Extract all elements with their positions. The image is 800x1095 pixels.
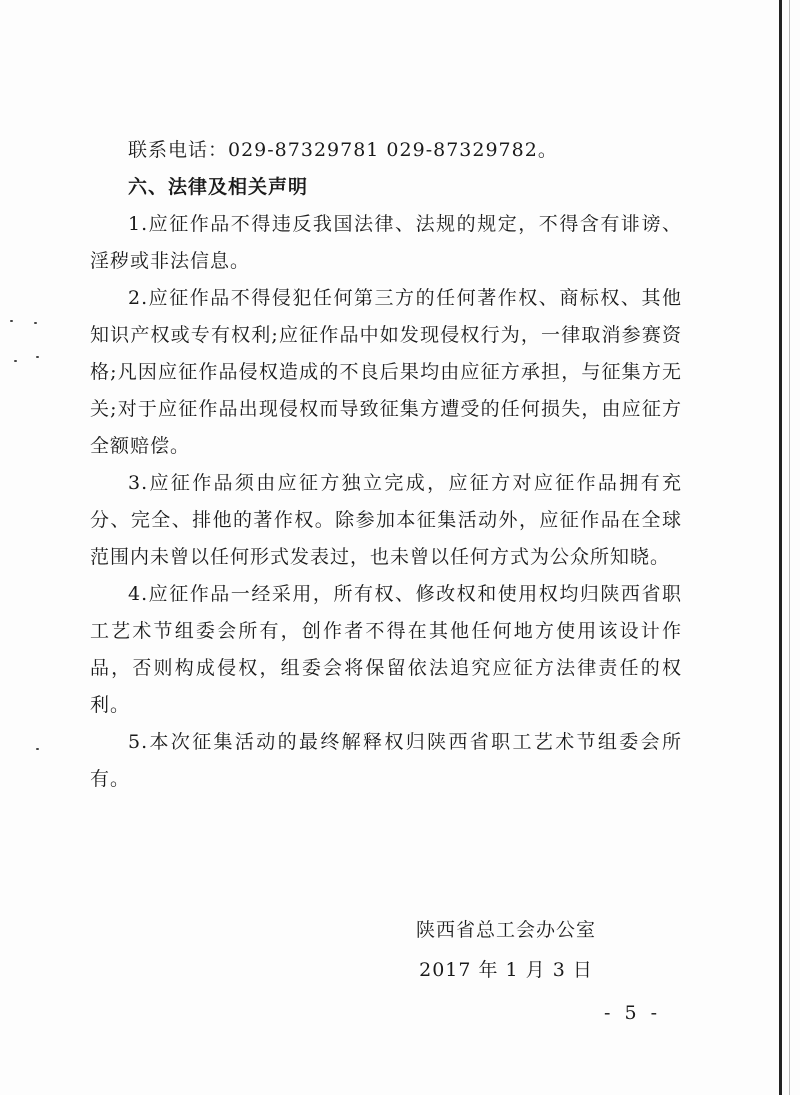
scan-border-line [779,0,782,1095]
page-number: - 5 - [604,1002,662,1024]
clause-3: 3.应征作品须由应征方独立完成，应征方对应征作品拥有充分、完全、排他的著作权。除参加本征集活动外，应征作品在全球范围内未曾以任何形式发表过，也未曾以任何方式为公众所知晓。 [90,472,682,568]
clause-1: 1.应征作品不得违反我国法律、法规的规定，不得含有诽谤、淫秽或非法信息。 [90,213,682,272]
issue-date: 2017 年 1 月 3 日 [419,959,593,981]
scan-speck [36,356,39,358]
clause-4: 4.应征作品一经采用，所有权、修改权和使用权均归陕西省职工艺术节组委会所有，创作者不得在其他任何地方使用该设计作品，否则构成侵权，组委会将保留依法追究应征方法律责任的权利。 [90,583,682,716]
clause-2: 2.应征作品不得侵犯任何第三方的任何著作权、商标权、其他知识产权或专有权利;应征作品中如发现侵权行为，一律取消参赛资格;凡因应征作品侵权造成的不良后果均由应征方承担，与征集方无关;对于应征作品出现侵权而导致征集方遭受的任何损失，由应征方全额赔偿。 [90,287,682,457]
signature-block [386,910,626,990]
scan-border-shadow [789,0,790,1095]
section-heading: 六、法律及相关声明 [128,176,309,198]
scan-speck [34,322,37,324]
document-body [90,132,682,798]
contact-phone-line: 联系电话：029-87329781 029-87329782。 [128,139,558,161]
issuing-organization: 陕西省总工会办公室 [415,919,596,941]
scan-speck [36,748,39,750]
scan-speck [10,320,13,322]
clause-5: 5.本次征集活动的最终解释权归陕西省职工艺术节组委会所有。 [90,731,682,790]
scan-speck [14,360,17,362]
